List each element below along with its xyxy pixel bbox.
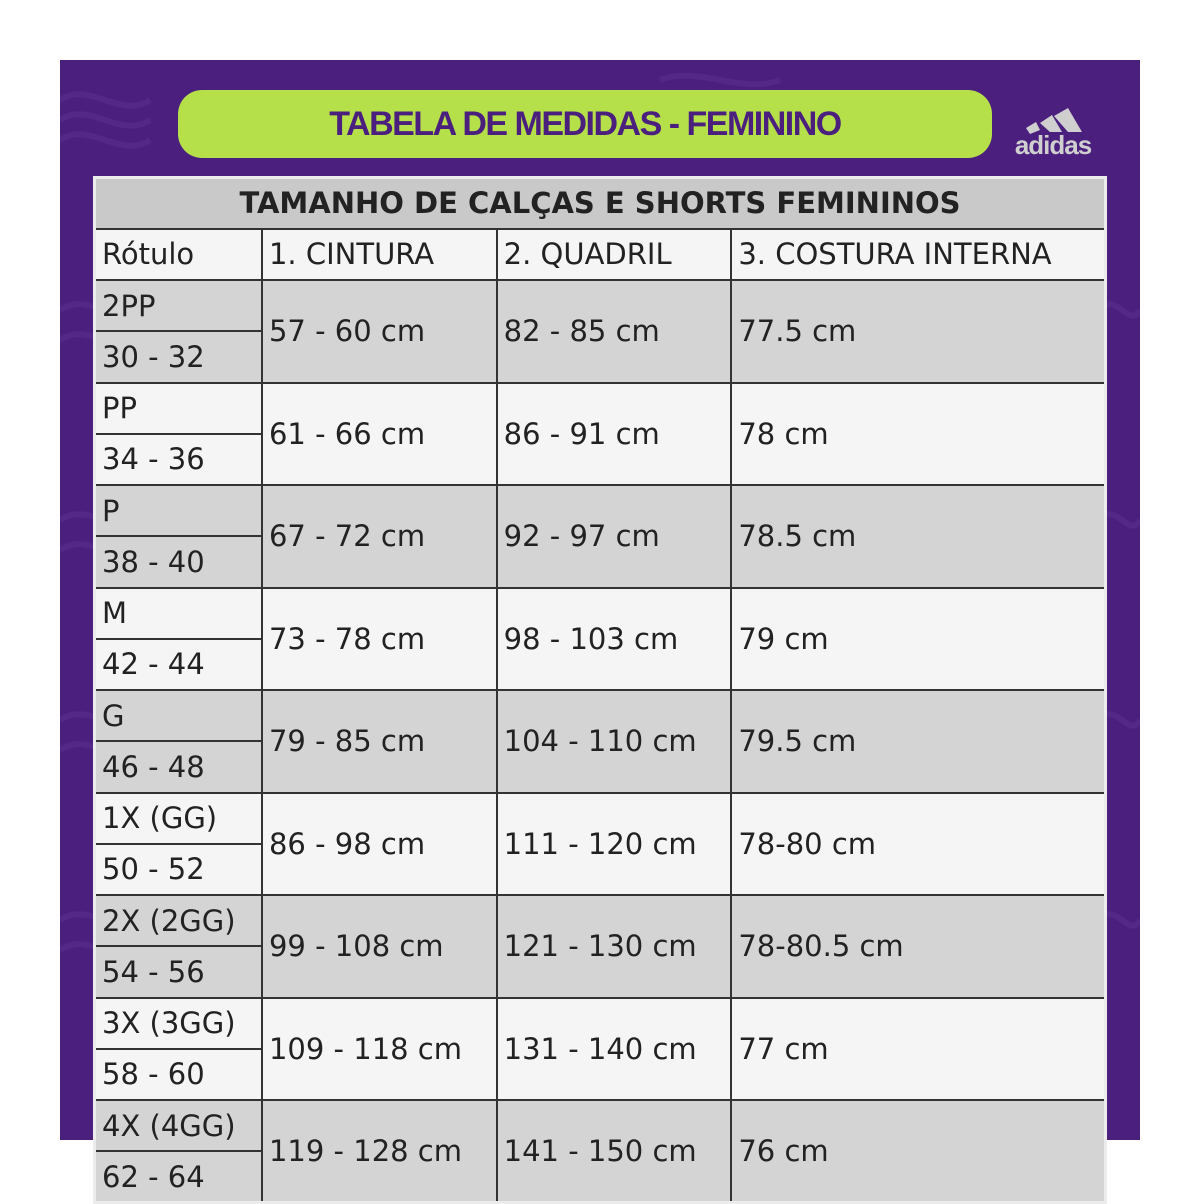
page-title: TABELA DE MEDIDAS - FEMININO — [329, 104, 841, 143]
waist-cell: 73 - 78 cm — [262, 588, 497, 691]
table-row — [95, 793, 1106, 844]
waist-cell: 86 - 98 cm — [262, 793, 497, 896]
brand-logo — [1002, 112, 1112, 160]
inseam-cell: 78 cm — [731, 383, 1105, 486]
size-number: 54 - 56 — [95, 946, 262, 997]
inseam-cell: 78.5 cm — [731, 485, 1105, 588]
hip-cell: 92 - 97 cm — [497, 485, 732, 588]
hip-cell: 104 - 110 cm — [497, 690, 732, 793]
table-row — [95, 690, 1106, 741]
size-number: 30 - 32 — [95, 331, 262, 382]
waist-cell: 119 - 128 cm — [262, 1100, 497, 1203]
size-label: G — [95, 690, 262, 741]
table-caption: TAMANHO DE CALÇAS E SHORTS FEMININOS — [95, 178, 1106, 229]
header-quadril: 2. QUADRIL — [497, 229, 732, 280]
size-number: 42 - 44 — [95, 639, 262, 690]
size-label: 4X (4GG) — [95, 1100, 262, 1151]
size-label: 2X (2GG) — [95, 895, 262, 946]
header-rotulo: Rótulo — [95, 229, 262, 280]
inseam-cell: 76 cm — [731, 1100, 1105, 1203]
waist-cell: 67 - 72 cm — [262, 485, 497, 588]
title-banner — [178, 90, 992, 158]
inseam-cell: 79.5 cm — [731, 690, 1105, 793]
hip-cell: 82 - 85 cm — [497, 280, 732, 383]
size-number: 58 - 60 — [95, 1049, 262, 1100]
table-row — [95, 280, 1106, 331]
waist-cell: 79 - 85 cm — [262, 690, 497, 793]
table-row — [95, 998, 1106, 1049]
inseam-cell: 77.5 cm — [731, 280, 1105, 383]
size-label: P — [95, 485, 262, 536]
waist-cell: 99 - 108 cm — [262, 895, 497, 998]
table-row — [95, 895, 1106, 946]
waist-cell: 109 - 118 cm — [262, 998, 497, 1101]
inseam-cell: 78-80 cm — [731, 793, 1105, 896]
hip-cell: 141 - 150 cm — [497, 1100, 732, 1203]
size-label: 1X (GG) — [95, 793, 262, 844]
hip-cell: 121 - 130 cm — [497, 895, 732, 998]
header-row — [95, 229, 1106, 280]
size-number: 50 - 52 — [95, 844, 262, 895]
waist-cell: 61 - 66 cm — [262, 383, 497, 486]
size-number: 38 - 40 — [95, 536, 262, 587]
brand-wordmark: adidas — [1014, 130, 1092, 160]
size-label: PP — [95, 383, 262, 434]
inseam-cell: 78-80.5 cm — [731, 895, 1105, 998]
size-label: 2PP — [95, 280, 262, 331]
size-chart-table — [93, 176, 1107, 1204]
size-number: 34 - 36 — [95, 434, 262, 485]
header-costura-interna: 3. COSTURA INTERNA — [731, 229, 1105, 280]
size-number: 46 - 48 — [95, 741, 262, 792]
hip-cell: 86 - 91 cm — [497, 383, 732, 486]
header-cintura: 1. CINTURA — [262, 229, 497, 280]
table-row — [95, 383, 1106, 434]
inseam-cell: 79 cm — [731, 588, 1105, 691]
waist-cell: 57 - 60 cm — [262, 280, 497, 383]
size-label: 3X (3GG) — [95, 998, 262, 1049]
inseam-cell: 77 cm — [731, 998, 1105, 1101]
size-number: 62 - 64 — [95, 1151, 262, 1202]
table-row — [95, 485, 1106, 536]
table-row — [95, 1100, 1106, 1151]
table-row — [95, 588, 1106, 639]
hip-cell: 111 - 120 cm — [497, 793, 732, 896]
size-label: M — [95, 588, 262, 639]
caption-row — [95, 178, 1106, 229]
hip-cell: 98 - 103 cm — [497, 588, 732, 691]
hip-cell: 131 - 140 cm — [497, 998, 732, 1101]
